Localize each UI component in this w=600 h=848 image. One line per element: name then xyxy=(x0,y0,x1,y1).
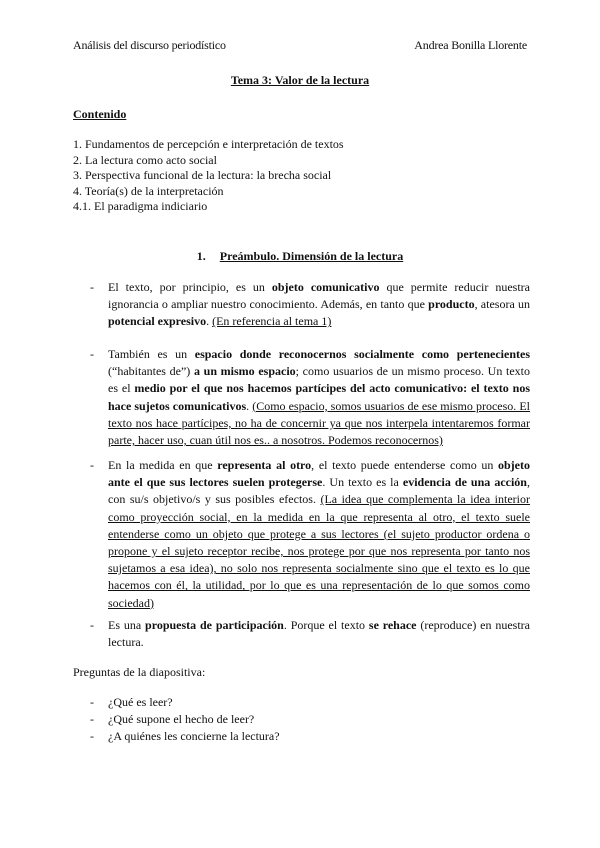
contents-heading: Contenido xyxy=(73,107,127,121)
document-title: Tema 3: Valor de la lectura xyxy=(230,73,370,87)
bullet-text: También es un espacio donde reconocernos socialmente como pertenecientes (“habitantes de”) a un mismo espacio; como usuarios de un mismo proceso. Un texto es el medio por el que nos hacemos partícipes del acto comunicativo: el texto nos hace sujetos comunicativos. (Como espacio, somos usuarios de ese mismo proceso. El texto nos hace partícipes, no ha de concernir ya que nos interpela intentaremos formar parte, hacer uso, cuan útil nos es.. a nosotros. Podemos reconocernos) xyxy=(108,347,531,448)
bullet-text: En la medida en que representa al otro, el texto puede entenderse como un objeto ante el que sus lectores suelen protegerse. Un texto es la evidencia de una acción, con su/s objetivo/s y sus posibles efectos. (La idea que complementa la idea interior como proyección social, en la medida en la que representa al otro, el texto suele entenderse como un objeto que protege a sus lectores (el sujeto productor ordena o propone y el sujeto receptor recibe, nos protege por que nos representa por tanto nos sujetamos a esa idea), no solo nos representa socialmente sino que el texto es lo que hacemos con él, la utilidad, por lo que es una representación de lo que somos como sociedad) xyxy=(108,458,530,610)
bullet-item xyxy=(90,617,530,651)
questions-heading: Preguntas de la diapositiva: xyxy=(73,665,206,679)
section-number: 1. xyxy=(196,249,206,263)
toc-item: 3. Perspectiva funcional de la lectura: la brecha social xyxy=(73,168,332,183)
bullet-item xyxy=(90,279,530,331)
section-heading xyxy=(0,248,600,264)
bullet-dash: - xyxy=(90,618,94,632)
bullet-text: El texto, por principio, es un objeto comunicativo que permite reducir nuestra ignorancia o ampliar nuestro conocimiento. Además, en tanto que producto, atesora un potencial expresivo. (En referencia al tema 1) xyxy=(108,280,531,329)
bullet-dash: - xyxy=(90,280,94,294)
table-of-contents xyxy=(73,137,344,215)
bullet-dash: - xyxy=(90,347,94,361)
header-author: Andrea Bonilla Llorente xyxy=(414,38,527,52)
question-item: - ¿A quiénes les concierne la lectura? xyxy=(90,729,280,743)
header-course: Análisis del discurso periodístico xyxy=(73,38,226,52)
section-title: Preámbulo. Dimensión de la lectura xyxy=(219,249,404,263)
bullet-text: Es una propuesta de participación. Porque el texto se rehace (reproduce) en nuestra lectura. xyxy=(108,618,530,650)
bullet-item xyxy=(90,346,530,449)
page-header xyxy=(73,37,527,53)
question-item: - ¿Qué es leer? xyxy=(90,695,173,709)
toc-item: 4. Teoría(s) de la interpretación xyxy=(73,183,224,198)
questions-list xyxy=(90,694,280,745)
toc-item: 2. La lectura como acto social xyxy=(73,152,217,167)
toc-item: 1. Fundamentos de percepción e interpretación de textos xyxy=(73,137,344,151)
bullet-dash: - xyxy=(90,458,94,472)
toc-item: 4.1. El paradigma indiciario xyxy=(73,199,208,214)
bullet-item xyxy=(90,457,530,612)
question-item: - ¿Qué supone el hecho de leer? xyxy=(90,712,255,726)
